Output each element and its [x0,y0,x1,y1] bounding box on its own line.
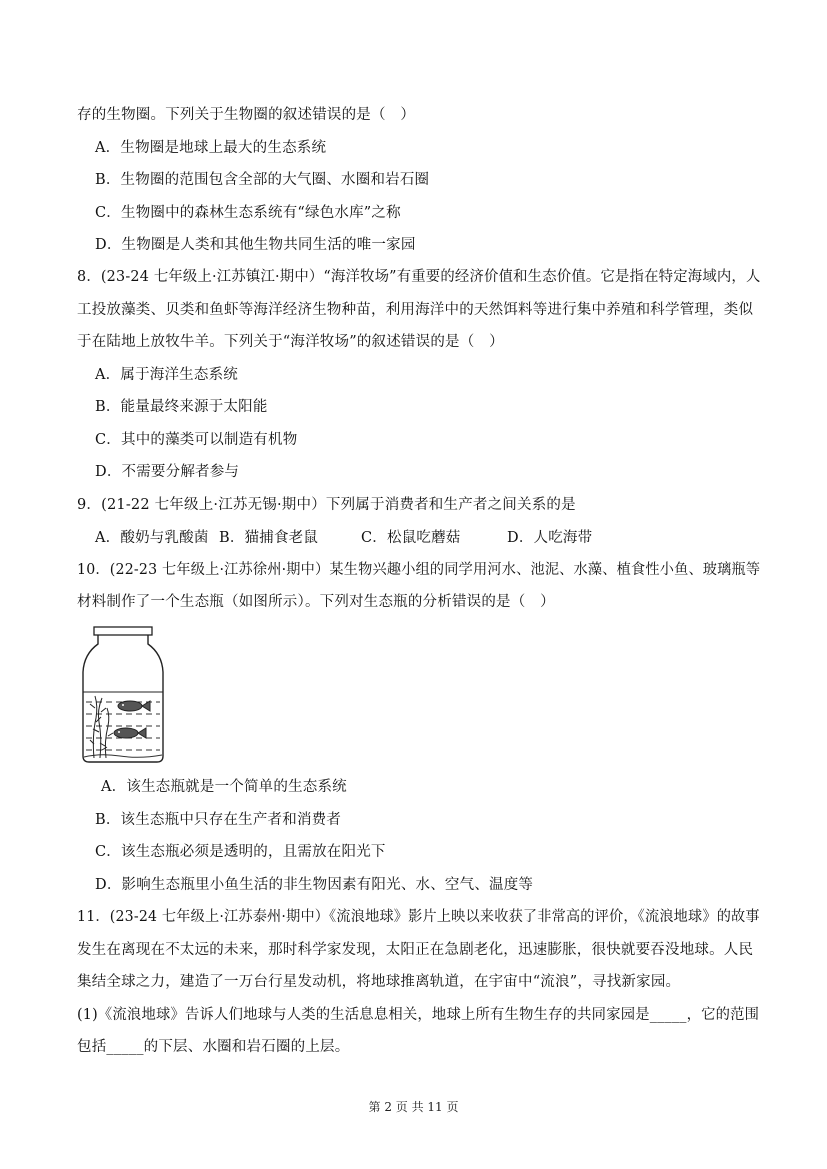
q8-stem-line-3: 于在陆地上放牧牛羊。下列关于“海洋牧场”的叙述错误的是（ ） [77,334,504,350]
q11-subquestion-1-line-2: 包括_____的下层、水圈和岩石圈的上层。 [77,1039,350,1055]
aquatic-plant [90,696,113,758]
ecological-bottle-figure [80,626,166,764]
q11-stem-line-2: 发生在离现在不太远的未来，那时科学家发现，太阳正在急剧老化，迅速膨胀，很快就要吞没地球。人民 [77,942,754,958]
q10-stem-line-1: 10．(22-23 七年级上·江苏徐州·期中）某生物兴趣小组的同学用河水、池泥、水藻、植食性小鱼、玻璃瓶等 [77,562,761,578]
q11-stem-line-1: 11．(23-24 七年级上·江苏泰州·期中）《流浪地球》影片上映以来收获了非常高的评价，《流浪地球》的故事 [77,909,760,925]
q7-option-d: D．生物圈是人类和其他生物共同生活的唯一家园 [95,237,416,253]
q11-stem-line-3: 集结全球之力，建造了一万台行星发动机，将地球推离轨道，在宇宙中“流浪”，寻找新家园。 [77,974,681,990]
q10-option-b: B．该生态瓶中只存在生产者和消费者 [95,812,342,828]
q8-option-b: B．能量最终来源于太阳能 [95,399,268,415]
q8-option-a: A．属于海洋生态系统 [95,367,238,383]
q11-subquestion-1-line-1: (1)《流浪地球》告诉人们地球与人类的生活息息相关，地球上所有生物生存的共同家园是_____，它的范围 [77,1007,760,1023]
q9-option-a: A．酸奶与乳酸菌 [95,530,209,546]
q9-option-b: B．猫捕食老鼠 [219,530,319,546]
page-footer: 第 2 页 共 11 页 [368,1100,459,1114]
q7-option-a: A．生物圈是地球上最大的生态系统 [95,140,327,156]
q9-option-c: C．松鼠吃蘑菇 [361,530,461,546]
q8-stem-line-1: 8．(23-24 七年级上·江苏镇江·期中）“海洋牧场”有重要的经济价值和生态价值。它是指在特定海域内，人 [77,269,761,285]
q7-stem-end: 存的生物圈。下列关于生物圈的叙述错误的是（ ） [77,107,416,123]
q8-option-d: D．不需要分解者参与 [95,464,240,480]
q10-option-a: A．该生态瓶就是一个简单的生态系统 [101,779,347,795]
q10-option-c: C．该生态瓶必须是透明的，且需放在阳光下 [95,844,386,860]
q7-option-c: C．生物圈中的森林生态系统有“绿色水库”之称 [95,205,401,221]
q7-option-b: B．生物圈的范围包含全部的大气圈、水圈和岩石圈 [95,172,430,188]
q8-option-c: C．其中的藻类可以制造有机物 [95,432,298,448]
fish-icon [118,701,150,711]
fish-icon [114,728,146,738]
q9-stem: 9．(21-22 七年级上·江苏无锡·期中）下列属于消费者和生产者之间关系的是 [77,497,576,513]
q8-stem-line-2: 工投放藻类、贝类和鱼虾等海洋经济生物种苗，利用海洋中的天然饵料等进行集中养殖和科学管理，类似 [77,302,754,318]
q10-stem-line-2: 材料制作了一个生态瓶（如图所示）。下列对生态瓶的分析错误的是（ ） [77,594,555,610]
pond-mud [84,755,162,758]
bottle-outline [83,635,163,762]
q9-option-d: D．人吃海带 [507,530,593,546]
q10-option-d: D．影响生态瓶里小鱼生活的非生物因素有阳光、水、空气、温度等 [95,877,534,893]
bottle-lid [94,627,152,635]
